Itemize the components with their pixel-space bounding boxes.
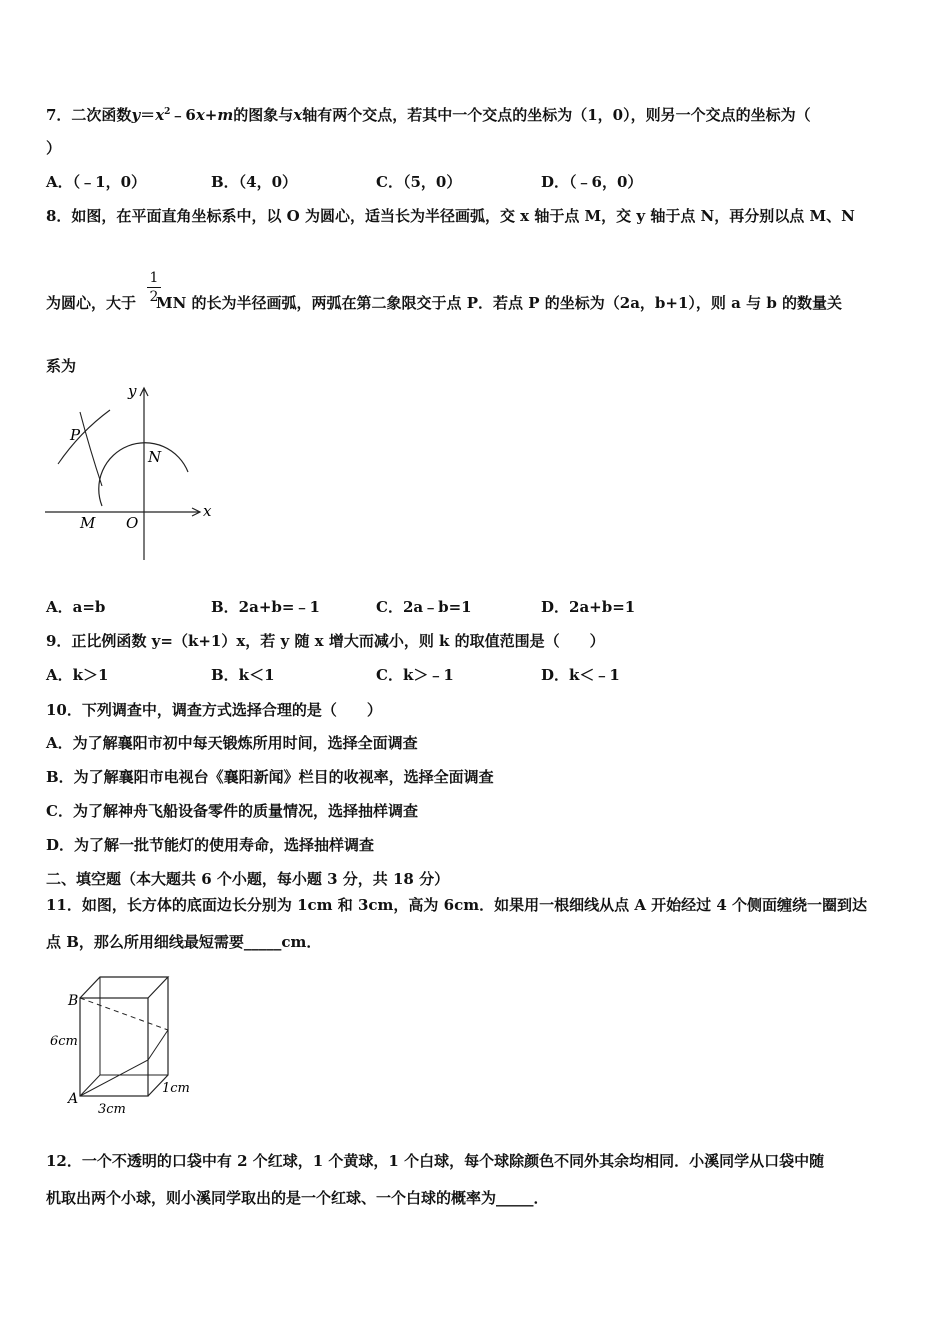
- q11-hidden-left: [80, 1075, 100, 1096]
- q10-option-b: B．为了解襄阳市电视台《襄阳新闻》栏目的收视率，选择全面调查: [46, 768, 494, 786]
- q8-line2-post: MN 的长为半径画弧，两弧在第二象限交于点 P．若点 P 的坐标为（2a，b+1），则 a 与 b 的数量关: [156, 294, 843, 312]
- q8-fraction-num: 1: [149, 270, 159, 286]
- q8-option-d: D．2a+b=1: [541, 598, 636, 616]
- q7-func-x2: x: [195, 106, 205, 124]
- q11-label-a: A: [68, 1091, 79, 1107]
- q11-top-face: [80, 977, 168, 998]
- q8-option-c: C．2a﹣b=1: [376, 598, 472, 616]
- q8-label-x: x: [203, 502, 212, 520]
- q9-option-b: B．k＜1: [211, 666, 275, 684]
- q11-label-width: 3cm: [98, 1102, 126, 1117]
- q8-arc-center-o: [99, 443, 188, 506]
- q7-option-a: A．（﹣1，0）: [46, 173, 147, 191]
- q9-option-d: D．k＜﹣1: [541, 666, 620, 684]
- section2-title: 二、填空题（本大题共 6 个小题，每小题 3 分，共 18 分）: [46, 870, 450, 888]
- q8-line2-pre: 为圆心，大于: [46, 294, 137, 312]
- q8-option-a: A．a=b: [46, 598, 106, 616]
- q10-stem: 10．下列调查中，调查方式选择合理的是（ ）: [46, 701, 382, 719]
- q11-label-height: 6cm: [50, 1034, 78, 1049]
- q8-label-m: M: [80, 514, 96, 532]
- q11-label-depth: 1cm: [162, 1081, 190, 1096]
- q12-stem-line1: 12．一个不透明的口袋中有 2 个红球，1 个黄球，1 个白球，每个球除颜色不同外其余均相同．小溪同学从口袋中随: [46, 1152, 825, 1170]
- q7-func-plus: +: [204, 106, 218, 124]
- q11-stem-line2: 点 B，那么所用细线最短需要_____cm．: [46, 933, 322, 951]
- q7-func-x: x: [155, 106, 165, 124]
- q11-stem-line1: 11．如图，长方体的底面边长分别为 1cm 和 3cm，高为 6cm．如果用一根细线从点 A 开始经过 4 个侧面缠绕一圈到达: [46, 896, 868, 914]
- q8-figure: [40, 380, 220, 570]
- q11-label-b: B: [68, 993, 79, 1009]
- q7-func-rest: ﹣6: [170, 106, 196, 124]
- q7-func-m: m: [217, 106, 234, 124]
- q9-stem: 9．正比例函数 y=（k+1）x，若 y 随 x 增大而减小，则 k 的取值范围是（ ）: [46, 632, 605, 650]
- q8-label-n: N: [148, 448, 162, 466]
- q7-stem: [46, 102, 811, 125]
- q8-label-y: y: [128, 382, 137, 400]
- q10-option-c: C．为了解神舟飞船设备零件的质量情况，选择抽样调查: [46, 802, 418, 820]
- q10-option-d: D．为了解一批节能灯的使用寿命，选择抽样调查: [46, 836, 375, 854]
- q7-axis-x: x: [293, 106, 303, 124]
- q8-stem-line2: [46, 293, 842, 313]
- q7-option-d: D．（﹣6，0）: [541, 173, 643, 191]
- q11-string-path: [80, 1030, 168, 1096]
- q8-option-b: B．2a+b=﹣1: [211, 598, 320, 616]
- q10-option-a: A．为了解襄阳市初中每天锻炼所用时间，选择全面调查: [46, 734, 418, 752]
- q11-string-dashed: [80, 998, 168, 1030]
- q8-fraction-bar: [147, 287, 161, 288]
- q12-stem-line2: 机取出两个小球，则小溪同学取出的是一个红球、一个白球的概率为_____．: [46, 1189, 549, 1207]
- q8-arc-from-m: [80, 412, 102, 486]
- q7-func-y: y: [131, 106, 141, 124]
- q9-option-c: C．k＞﹣1: [376, 666, 454, 684]
- q7-func-eq: ＝: [140, 106, 156, 124]
- q9-option-a: A．k＞1: [46, 666, 109, 684]
- q7-option-c: C．（5，0）: [376, 173, 462, 191]
- q8-label-p: P: [70, 426, 81, 444]
- q7-suffix: 的图象与: [233, 106, 294, 124]
- q7-stem-line2: ）: [46, 139, 62, 157]
- q11-figure: [40, 965, 210, 1120]
- q7-option-b: B．（4，0）: [211, 173, 298, 191]
- q11-front-face: [80, 998, 148, 1096]
- q8-fraction-den: 2: [149, 289, 159, 305]
- q7-prefix: 7．二次函数: [46, 106, 132, 124]
- q7-suffix2: 轴有两个交点，若其中一个交点的坐标为（1，0），则另一个交点的坐标为（: [302, 106, 811, 124]
- q8-stem-line3: 系为: [46, 357, 77, 375]
- q8-stem-line1: 8．如图，在平面直角坐标系中，以 O 为圆心，适当长为半径画弧，交 x 轴于点 M，交 y 轴于点 N，再分别以点 M、N: [46, 207, 855, 225]
- q8-arc-from-n: [58, 410, 110, 464]
- q7-func-exp: 2: [164, 107, 171, 117]
- q8-label-o: O: [126, 514, 139, 532]
